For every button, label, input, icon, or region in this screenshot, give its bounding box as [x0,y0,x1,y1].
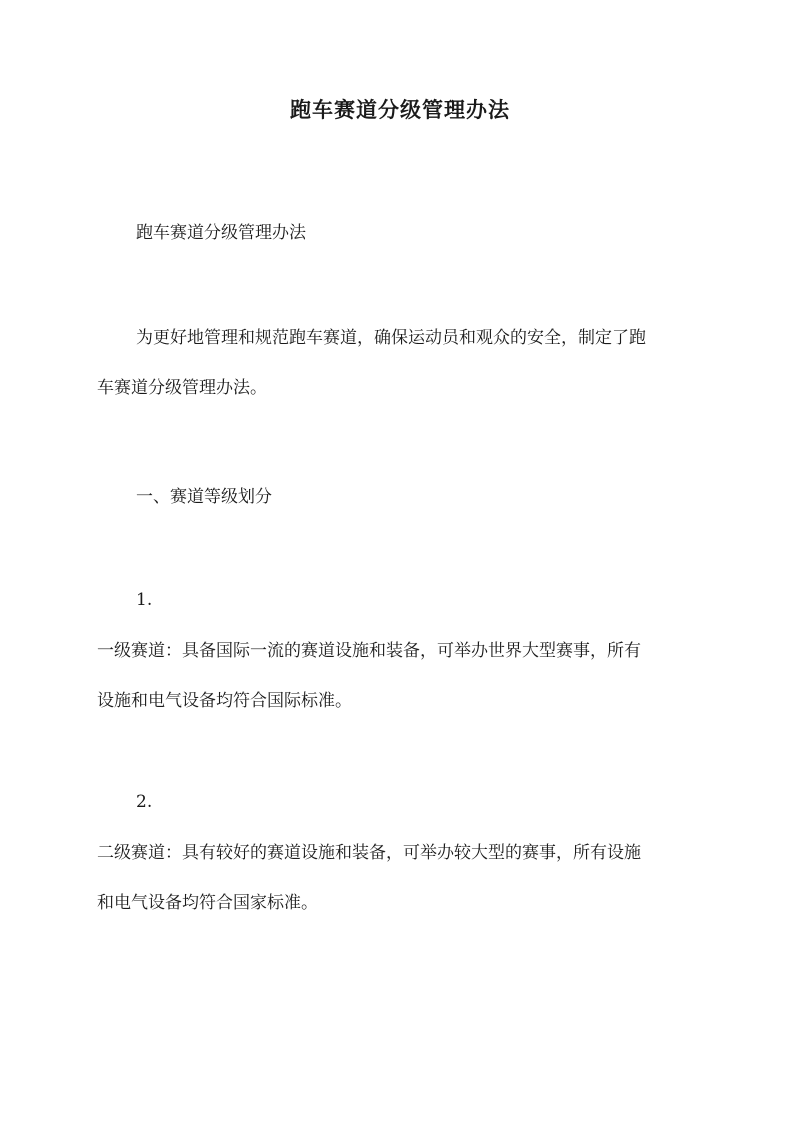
list-item-line-1: 二级赛道：具有较好的赛道设施和装备，可举办较大型的赛事，所有设施 [97,843,641,863]
list-item-line-2: 设施和电气设备均符合国际标准。 [97,691,352,711]
list-item-line-1: 一级赛道：具备国际一流的赛道设施和装备，可举办世界大型赛事，所有 [97,641,641,661]
list-item-line-2: 和电气设备均符合国家标准。 [97,893,318,913]
intro-paragraph-line-2: 车赛道分级管理办法。 [97,378,267,398]
document-subtitle: 跑车赛道分级管理办法 [136,223,306,243]
intro-paragraph-line-1: 为更好地管理和规范跑车赛道，确保运动员和观众的安全，制定了跑 [136,328,646,348]
list-item-number: 2. [136,792,153,812]
document-title: 跑车赛道分级管理办法 [290,97,510,122]
list-item-number: 1. [136,590,153,610]
section-heading: 一、赛道等级划分 [136,487,272,507]
